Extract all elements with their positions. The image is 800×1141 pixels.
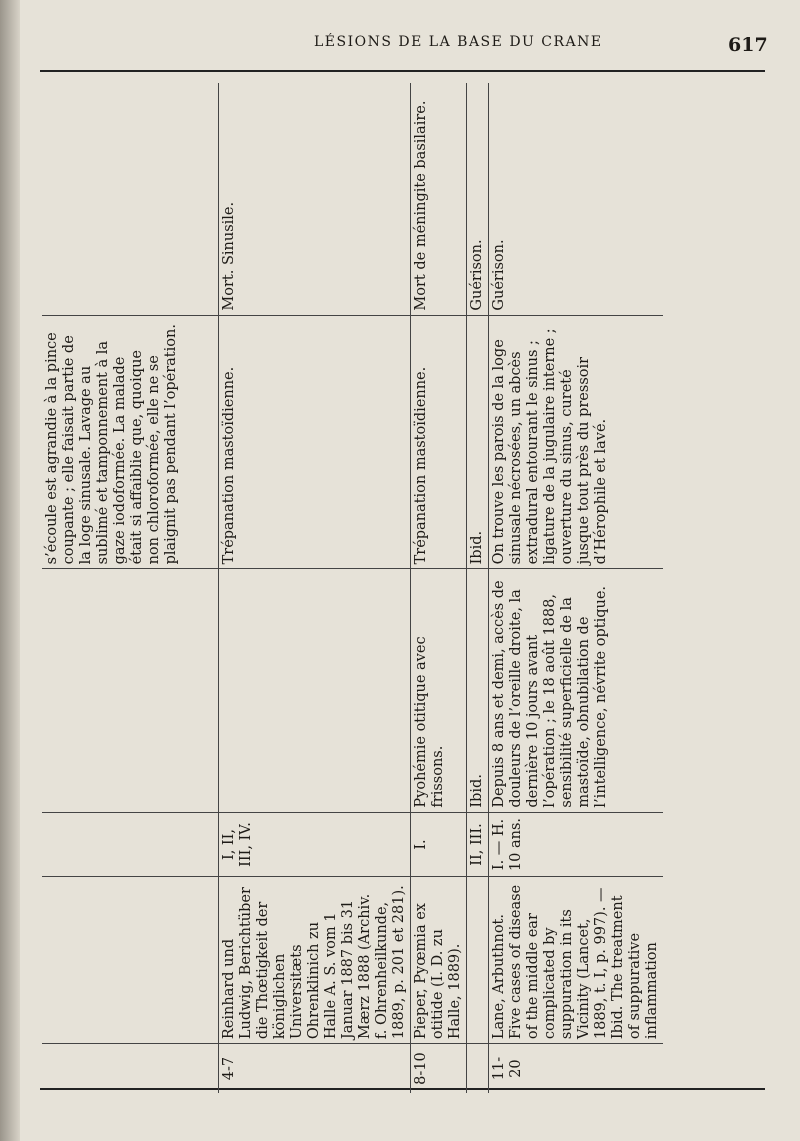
- cell-result: Mort. Sinusile.: [221, 201, 237, 311]
- cell-history: Ibid.: [467, 569, 489, 812]
- cell-observation: I, II, III, IV.: [219, 812, 411, 877]
- table-row-continued: [42, 83, 219, 1093]
- cell-history: Depuis 8 ans et demi, accès de douleurs de l’oreille droite, la dernière 10 jours avant l’opération ; le 18 août 1888, sensibilité superficielle de la mastoïde, obnubilation de l’intelligence, névrite optique.: [489, 569, 664, 812]
- cell-treatment: On trouve les parois de la loge sinusale nécrosées, un abcès extradural entourant le sinus ; ligature de la jugulaire interne ; ouverture du sinus, cureté jusque tout près du pressoir d’Hérophile et lavé.: [489, 315, 664, 569]
- cell-treatment: Trépanation mastoïdienne.: [411, 315, 467, 569]
- cell-author: [467, 877, 489, 1044]
- cell-result-cont: [42, 83, 219, 315]
- cell-author: Reinhard und Ludwig, Berichtüber die Thœtigkeit der königlichen Universitæts Ohrenklinich zu Halle A. S. vom 1 Januar 1887 bis 31 Mærz 1888 (Archiv. f. Ohrenheilkunde, 1889, p. 201 et 281).: [219, 877, 411, 1044]
- cell-result: Guérison.: [469, 239, 485, 311]
- table-row: [219, 83, 411, 1093]
- cell-number: 4-7: [219, 1044, 411, 1093]
- cell-result: Guérison.: [491, 239, 507, 311]
- cell-treatment: Ibid.: [467, 315, 489, 569]
- cell-history: [219, 569, 411, 812]
- cell-author: Pieper, Pyœmia ex otitide (I. D. zu Halle, 1889).: [411, 877, 467, 1044]
- rotated-table: [42, 83, 754, 1093]
- cell-result: Mort de méningite basilaire.: [413, 100, 429, 311]
- cell-observation: I.: [411, 812, 467, 877]
- table-row: [411, 83, 467, 1093]
- table-row: [489, 83, 664, 1093]
- cell-author: Lane, Arbuthnot. Five cases of disease of the middle ear complicated by suppuration in its Vicinity (Lancet, 1889, t. I, p. 997). — Ibid. The treatment of suppurative inflammation: [489, 877, 664, 1044]
- top-rule: [40, 70, 765, 72]
- cell-number: [467, 1044, 489, 1093]
- page-number: 617: [728, 34, 768, 56]
- cell-number: 8-10: [411, 1044, 467, 1093]
- cell-history: Pyohémie otitique avec frissons.: [411, 569, 467, 812]
- running-title: LÉSIONS DE LA BASE DU CRANE: [314, 34, 603, 50]
- cell-observation: I. — H. 10 ans.: [489, 812, 664, 877]
- cell-observation: II, III.: [467, 812, 489, 877]
- cell-treatment: Trépanation mastoïdienne.: [219, 315, 411, 569]
- cell-history-cont: [42, 569, 219, 812]
- observations-table: [42, 83, 663, 1093]
- cell-treatment-cont: s’écoule est agrandie à la pince coupante ; elle faisait partie de la loge sinusale. Lavage au sublimé et tamponnement à la gaze iodoformée. La malade était si affaiblie que, quoique non chloroformée, elle ne se plaignit pas pendant l’opération.: [42, 315, 219, 569]
- table-row: [467, 83, 489, 1093]
- cell-number: 11-20: [489, 1044, 664, 1093]
- page-gutter-shadow: [0, 0, 20, 1141]
